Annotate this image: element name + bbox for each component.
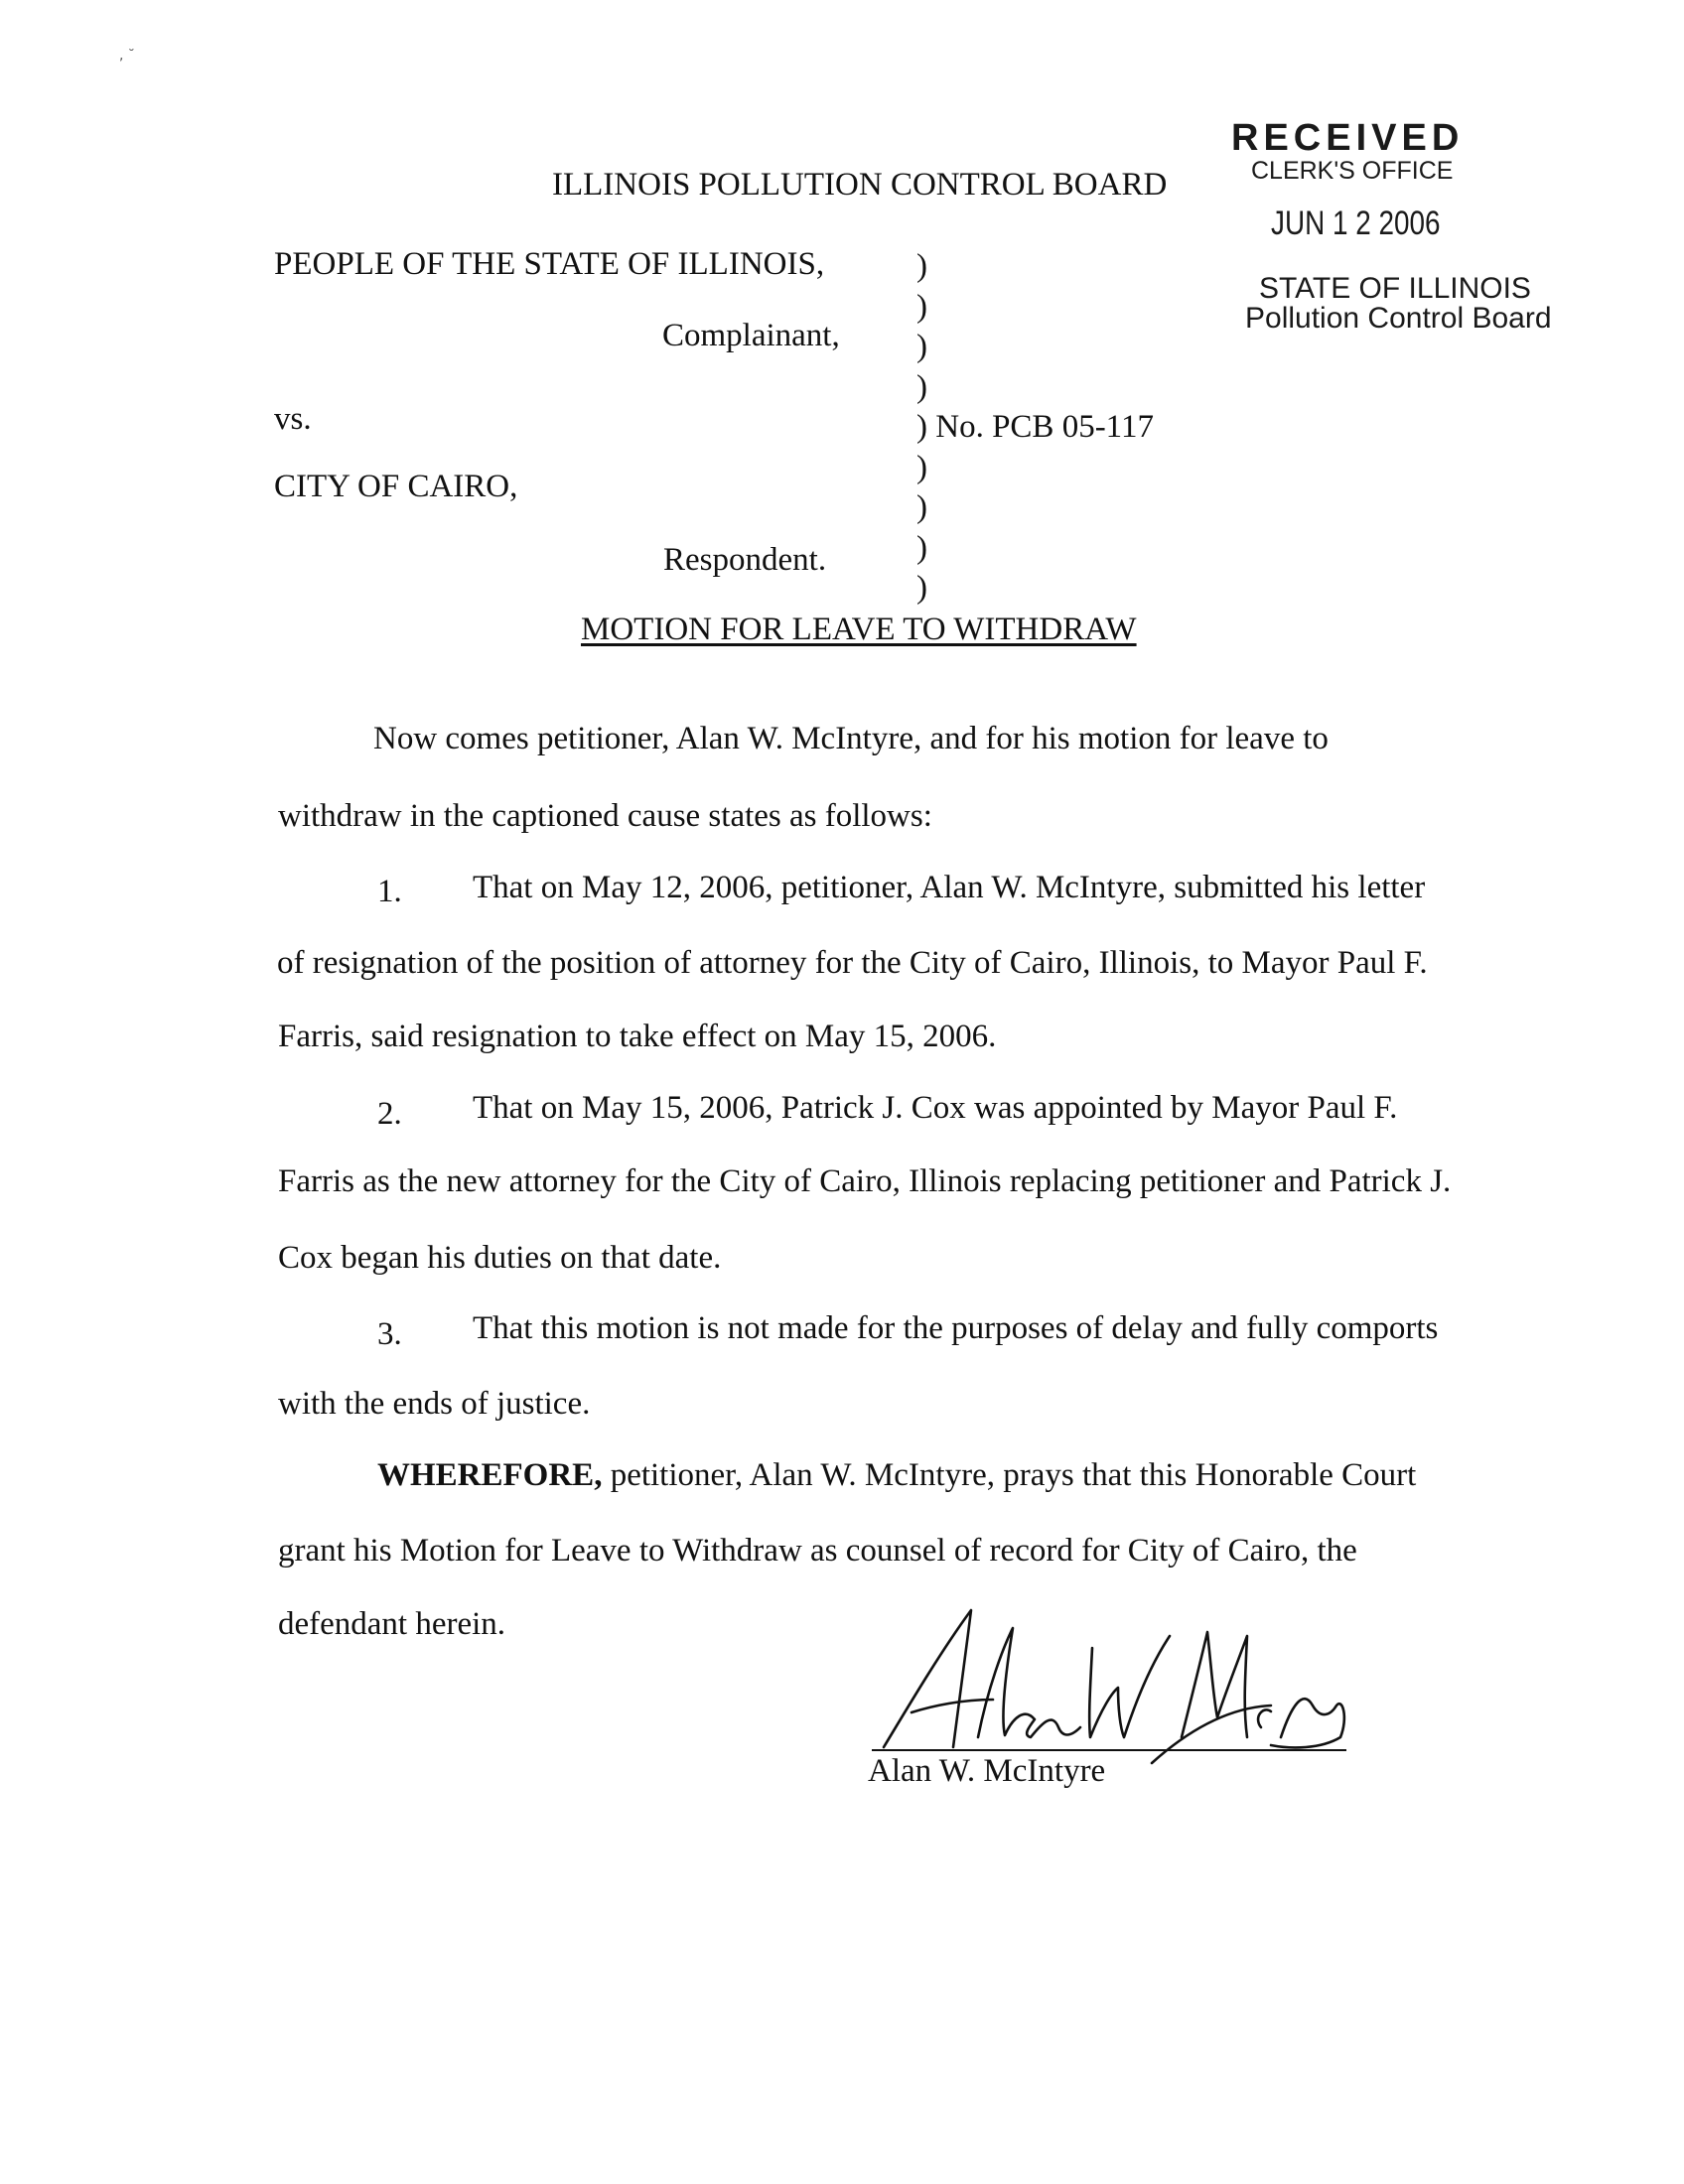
item-1-number: 1. (377, 874, 402, 909)
case-number: ) No. PCB 05-117 (916, 409, 1154, 445)
caption-paren: ) (916, 368, 927, 405)
stamp-board: Pollution Control Board (1245, 302, 1552, 335)
caption-paren: ) (916, 529, 927, 566)
stamp-state: STATE OF ILLINOIS (1259, 272, 1531, 305)
defendant-role: Respondent. (663, 542, 827, 578)
caption-parentheses (916, 246, 1154, 609)
item-2-line-1: That on May 15, 2006, Patrick J. Cox was appointed by Mayor Paul F. (473, 1090, 1398, 1126)
board-heading: ILLINOIS POLLUTION CONTROL BOARD (552, 167, 1168, 203)
versus-label: vs. (274, 401, 312, 437)
scan-speck: , ˘ (119, 48, 135, 64)
caption-paren: ) (916, 489, 927, 525)
caption-paren: ) (916, 248, 927, 284)
wherefore-line-1 (377, 1457, 1416, 1494)
caption-paren: ) (916, 288, 927, 325)
plaintiff-role: Complainant, (662, 318, 840, 353)
handwritten-signature (854, 1588, 1350, 1767)
wherefore-text: petitioner, Alan W. McIntyre, prays that this Honorable Court (602, 1457, 1417, 1493)
defendant-name: CITY OF CAIRO, (274, 469, 518, 504)
stamp-clerks-office: CLERK'S OFFICE (1251, 157, 1454, 185)
item-2-number: 2. (377, 1096, 402, 1132)
item-1-line-1: That on May 12, 2006, petitioner, Alan W. McIntyre, submitted his letter (473, 870, 1426, 905)
item-3-line-2: with the ends of justice. (278, 1386, 591, 1422)
item-2-line-3: Cox began his duties on that date. (278, 1240, 722, 1276)
signer-printed-name: Alan W. McIntyre (868, 1753, 1106, 1789)
caption-paren: ) (916, 449, 927, 485)
item-2-line-2: Farris as the new attorney for the City of Cairo, Illinois replacing petitioner and Patrick J. (278, 1163, 1452, 1199)
intro-line-1: Now comes petitioner, Alan W. McIntyre, and for his motion for leave to (373, 721, 1329, 756)
signature-line (872, 1749, 1346, 1751)
item-1-line-3: Farris, said resignation to take effect on May 15, 2006. (278, 1019, 997, 1054)
wherefore-line-3: defendant herein. (278, 1606, 506, 1642)
item-1-line-2: of resignation of the position of attorney for the City of Cairo, Illinois, to Mayor Paul F. (277, 945, 1428, 981)
caption-paren: ) (916, 570, 927, 606)
stamp-date: JUN 1 2 2006 (1271, 205, 1441, 242)
motion-title: MOTION FOR LEAVE TO WITHDRAW (581, 612, 1137, 647)
caption-paren: ) (916, 329, 927, 364)
wherefore-line-2: grant his Motion for Leave to Withdraw as counsel of record for City of Cairo, the (278, 1533, 1357, 1569)
stamp-received: RECEIVED (1231, 117, 1465, 159)
item-3-number: 3. (377, 1316, 402, 1352)
plaintiff-name: PEOPLE OF THE STATE OF ILLINOIS, (274, 246, 825, 282)
intro-line-2: withdraw in the captioned cause states as follows: (278, 798, 932, 834)
item-3-line-1: That this motion is not made for the purposes of delay and fully comports (473, 1310, 1439, 1346)
wherefore-label: WHEREFORE, (377, 1457, 603, 1493)
